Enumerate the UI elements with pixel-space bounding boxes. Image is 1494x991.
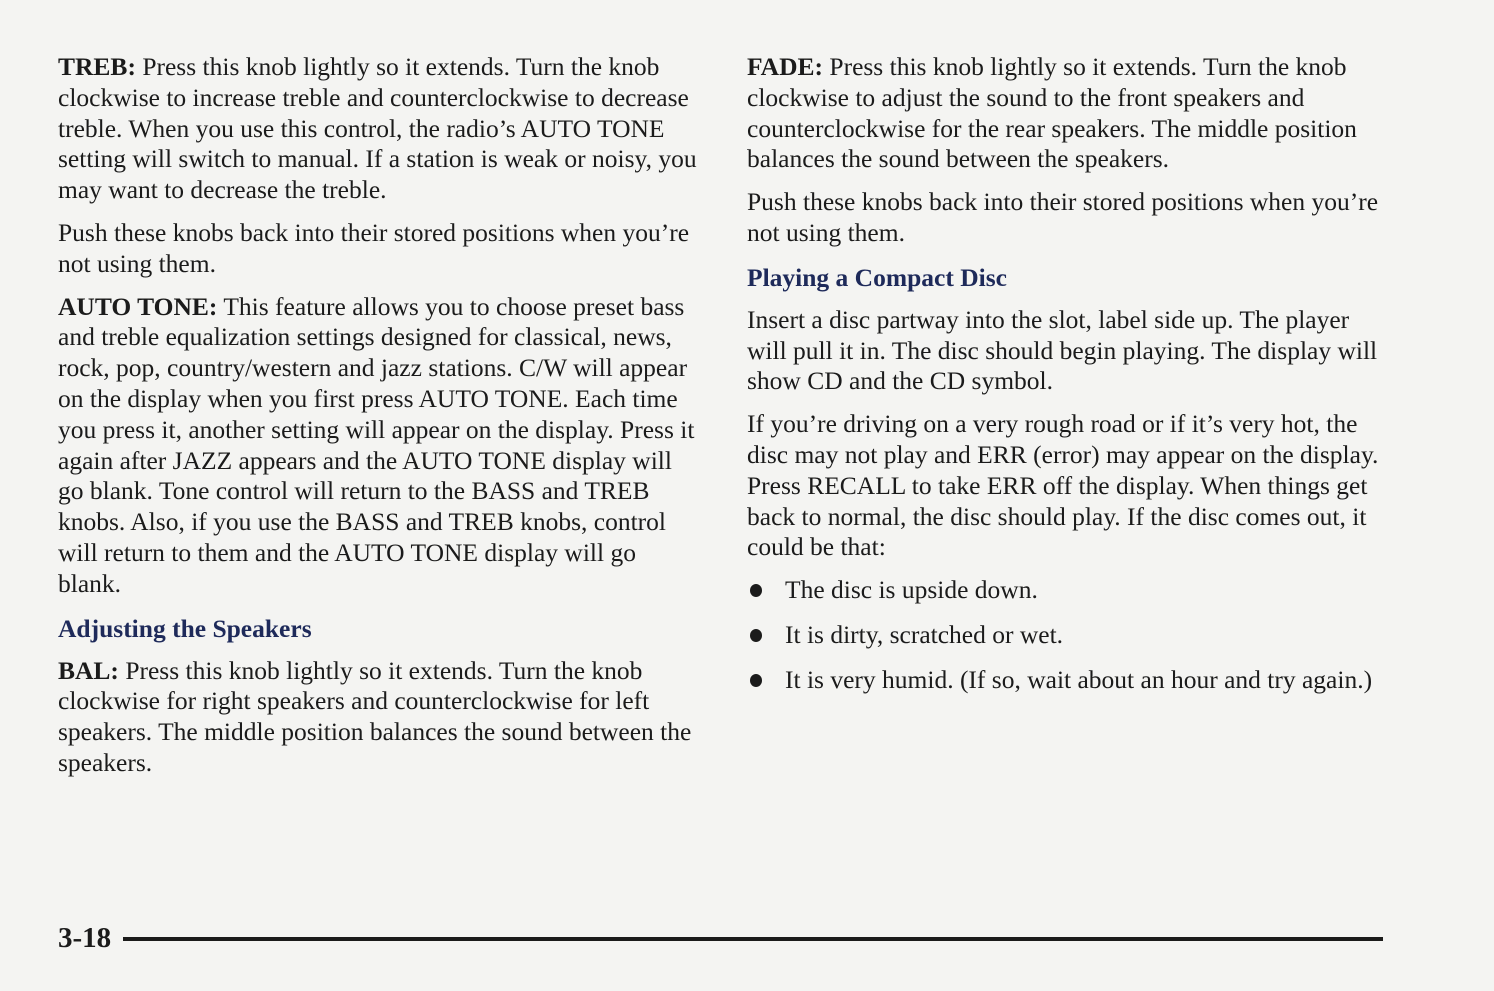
treb-label: TREB: <box>58 52 136 81</box>
bal-text: Press this knob lightly so it extends. Turn the knob clockwise for right speakers and counterclockwise for left speakers. The middle position balances the sound between the speakers. <box>58 655 692 777</box>
push-knobs-paragraph-left: Push these knobs back into their stored positions when you’re not using them. <box>58 217 690 278</box>
fade-text: Press this knob lightly so it extends. Turn the knob clockwise to adjust the sound to the front speakers and counterclockwise for the rear speakers. The middle position balances the sound between the speakers. <box>747 52 1357 174</box>
insert-disc-paragraph: Insert a disc partway into the slot, label side up. The player will pull it in. The disc should begin playing. The display will show CD and the CD symbol. <box>747 304 1378 396</box>
adjusting-speakers-heading: Adjusting the Speakers <box>58 613 312 643</box>
list-item <box>747 665 1392 696</box>
bal-paragraph <box>58 656 703 779</box>
treb-paragraph <box>58 52 703 206</box>
page-footer <box>58 918 1383 958</box>
treb-text: Press this knob lightly so it extends. Turn the knob clockwise to increase treble and counterclockwise to decrease treble. When you use this control, the radio’s AUTO TONE setting will switch to manual. If a station is weak or noisy, you may want to decrease the treble. <box>58 52 697 205</box>
auto-tone-label: AUTO TONE: <box>58 291 218 321</box>
left-column <box>58 52 703 791</box>
list-item-text: The disc is upside down. <box>785 575 1038 605</box>
auto-tone-text: This feature allows you to choose preset bass and treble equalization settings designed for classical, news, rock, pop, country/western and jazz stations. C/W will appear on the display when you first press AUTO TONE. Each time you press it, another setting will appear on the display. Press it again after JAZZ appears and the AUTO TONE display will go blank. Tone control will return to the BASS and TREB knobs. Also, if you use the BASS and TREB knobs, control will return to them and the AUTO TONE display will go blank. <box>58 291 695 598</box>
playing-compact-disc-heading: Playing a Compact Disc <box>747 262 1007 292</box>
right-column <box>747 52 1392 710</box>
bal-label: BAL: <box>58 655 119 685</box>
bullet-icon <box>750 584 762 597</box>
list-item <box>747 575 1392 606</box>
bullet-icon <box>750 629 762 642</box>
page-number: 3-18 <box>58 922 112 954</box>
rough-road-paragraph: If you’re driving on a very rough road or if it’s very hot, the disc may not play and ERR (error) may appear on the display. Press RECALL to take ERR off the display. When things get back to normal, the disc should play. If the disc comes out, it could be that: <box>747 409 1379 562</box>
disc-problem-list <box>747 575 1392 695</box>
list-item-text: It is very humid. (If so, wait about an hour and try again.) <box>785 664 1373 694</box>
list-item <box>747 620 1392 651</box>
list-item-text: It is dirty, scratched or wet. <box>785 619 1064 649</box>
fade-paragraph <box>747 52 1392 175</box>
auto-tone-paragraph <box>58 292 703 600</box>
fade-label: FADE: <box>747 52 824 81</box>
footer-rule <box>123 937 1383 941</box>
push-knobs-paragraph-right: Push these knobs back into their stored positions when you’re not using them. <box>747 187 1379 247</box>
bullet-icon <box>750 674 762 687</box>
